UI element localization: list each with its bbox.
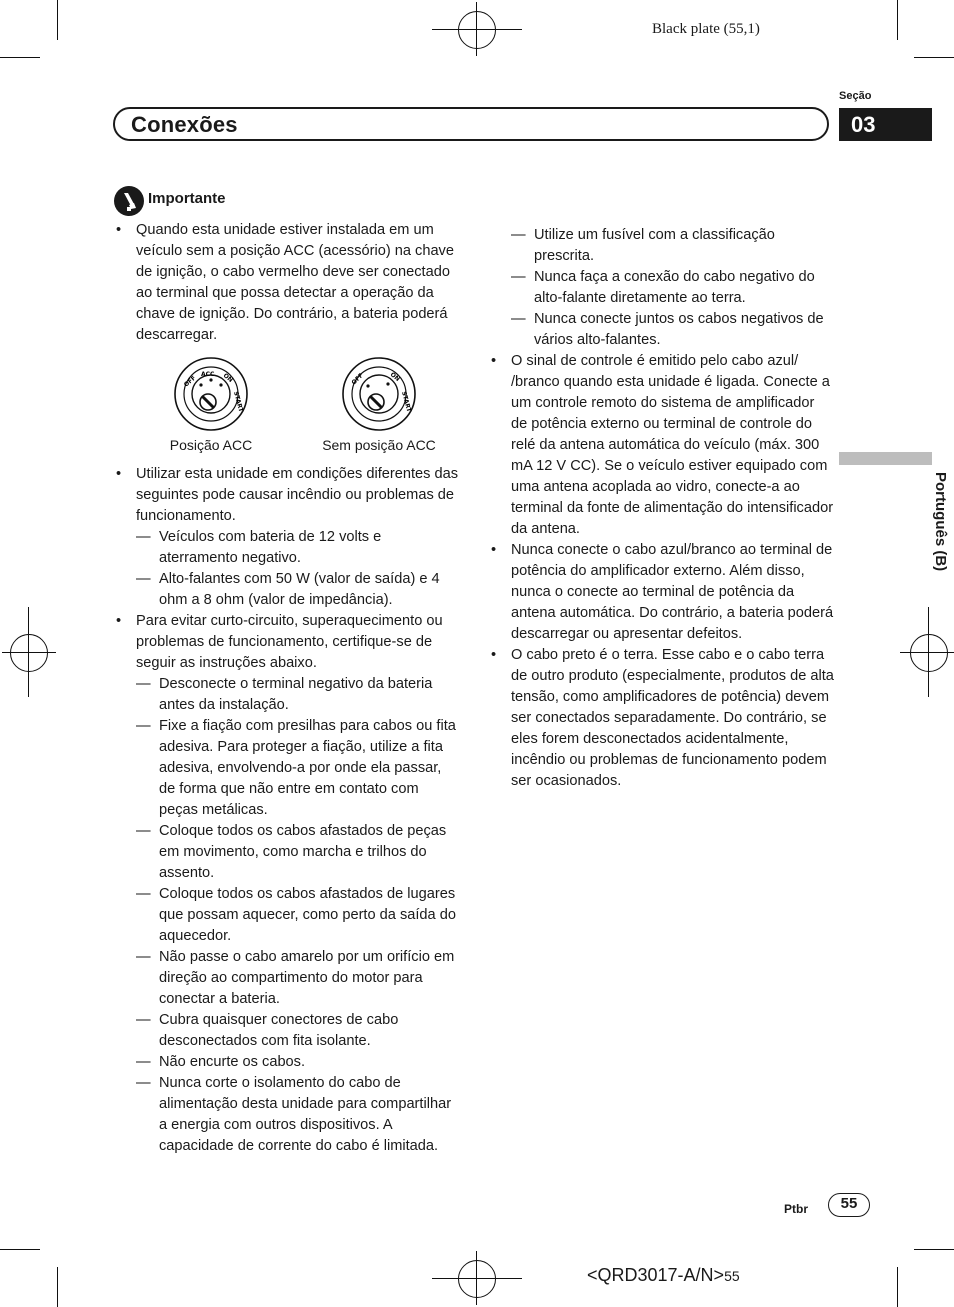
doc-page: 55 [724,1268,740,1284]
dial-acc-label: ACC [201,371,215,378]
crop-mark [897,1267,898,1307]
instruction-dash: — Nunca corte o isolamento do cabo de alimentação desta unidade para compartilhar a energia com outros dispositivos. A capacidade de corrente do cabo é limitada. [114,1073,459,1157]
important-label: Importante [148,190,226,207]
doc-code [587,1265,740,1286]
registration-line [900,652,954,653]
conditions-dash: — Veículos com bateria de 12 volts e aterramento negativo. [114,527,459,569]
instruction-dash: — Nunca conecte juntos os cabos negativos de vários alto-falantes. [489,309,834,351]
registration-line [476,2,477,56]
right-column-body [489,225,834,792]
blue-white-cable-bullet: • Nunca conecte o cabo azul/branco ao terminal de potência do amplificador externo. Além disso, nunca o conecte ao terminal de potência da antena automática. Do contrário, a bateria poderá descarregar ou apresentar defeitos. [489,540,834,645]
important-section [114,220,459,346]
plate-label: Black plate (55,1) [652,21,760,37]
instruction-dash: — Desconecte o terminal negativo da bateria antes da instalação. [114,674,459,716]
left-column-body [114,464,459,1157]
dial-start-label: START [400,390,413,413]
section-number-box [839,108,932,141]
important-bullet: • Quando esta unidade estiver instalada em um veículo sem a posição ACC (acessório) na chave de ignição, o cabo vermelho deve ser conectado ao terminal que possa detectar a operação da chave de ignição. Do contrário, a bateria poderá descarregar. [114,220,459,346]
ignition-no-acc-dial-icon [341,356,417,432]
section-number: 03 [851,112,876,137]
dial-off-label: OFF [182,374,198,389]
page-number: 55 [828,1193,870,1217]
instruction-dash: — Nunca faça a conexão do cabo negativo do alto-falante diretamente ao terra. [489,267,834,309]
crop-mark [57,1267,58,1307]
ignition-acc-dial-icon [173,356,249,432]
instruction-dash: — Coloque todos os cabos afastados de peças em movimento, como marcha e trilhos do assento. [114,821,459,884]
doc-code-text: <QRD3017-A/N> [587,1265,725,1285]
lang-code: Ptbr [784,1202,808,1216]
section-label: Seção [839,90,872,102]
dial-start-label: START [232,390,245,413]
instruction-dash: — Cubra quaisquer conectores de cabo desconectados com fita isolante. [114,1010,459,1052]
no-acc-caption: Sem posição ACC [322,437,436,453]
important-icon [114,186,144,216]
instruction-dash: — Não encurte os cabos. [114,1052,459,1073]
instruction-dash: — Não passe o cabo amarelo por um orifício em direção ao compartimento do motor para conectar a bateria. [114,947,459,1010]
registration-line [476,1251,477,1305]
instructions-bullet: • Para evitar curto-circuito, superaquecimento ou problemas de funcionamento, certifique-se de seguir as instruções abaixo. [114,611,459,674]
language-tab [839,452,932,465]
dial-off-label: OFF [350,372,365,387]
dial-on-label: ON [221,372,234,385]
crop-mark [57,0,58,40]
page-title: Conexões [131,112,238,137]
conditions-dash: — Alto-falantes com 50 W (valor de saída) e 4 ohm a 8 ohm (valor de impedância). [114,569,459,611]
registration-line [2,652,56,653]
acc-caption: Posição ACC [169,437,253,453]
instruction-dash: — Utilize um fusível com a classificação prescrita. [489,225,834,267]
instruction-dash: — Coloque todos os cabos afastados de lugares que possam aquecer, como perto da saída do aquecedor. [114,884,459,947]
page-title-bar [113,107,829,141]
crop-mark [0,1249,40,1250]
conditions-bullet: • Utilizar esta unidade em condições diferentes das seguintes pode causar incêndio ou problemas de funcionamento. [114,464,459,527]
instruction-dash: — Fixe a fiação com presilhas para cabos ou fita adesiva. Para proteger a fiação, utilize a fita adesiva, envolvendo-a por onde ela passar, de forma que não entre em contato com peças metálicas. [114,716,459,821]
crop-mark [0,57,40,58]
control-signal-bullet: • O sinal de controle é emitido pelo cabo azul/ /branco quando esta unidade é ligada. Conecte a um controle remoto do sistema de amplificador de potência externo ou terminal de controle do relé da antena automática do veículo (máx. 300 mA 12 V CC). Se o veículo estiver equipado com uma antena acoplada ao vidro, conecte-a ao terminal da fonte de alimentação do intensificador da antena. [489,351,834,540]
crop-mark [914,1249,954,1250]
crop-mark [897,0,898,40]
language-label: Português (B) [932,472,949,572]
crop-mark [914,57,954,58]
dial-on-label: ON [388,371,401,384]
ground-cable-bullet: • O cabo preto é o terra. Esse cabo e o cabo terra de outro produto (especialmente, produtos de alta tensão, como amplificadores de potência) devem ser conectados separadamente. Do contrário, se eles forem desconectados acidentalmente, incêndio ou problemas de funcionamento podem ser ocasionados. [489,645,834,792]
